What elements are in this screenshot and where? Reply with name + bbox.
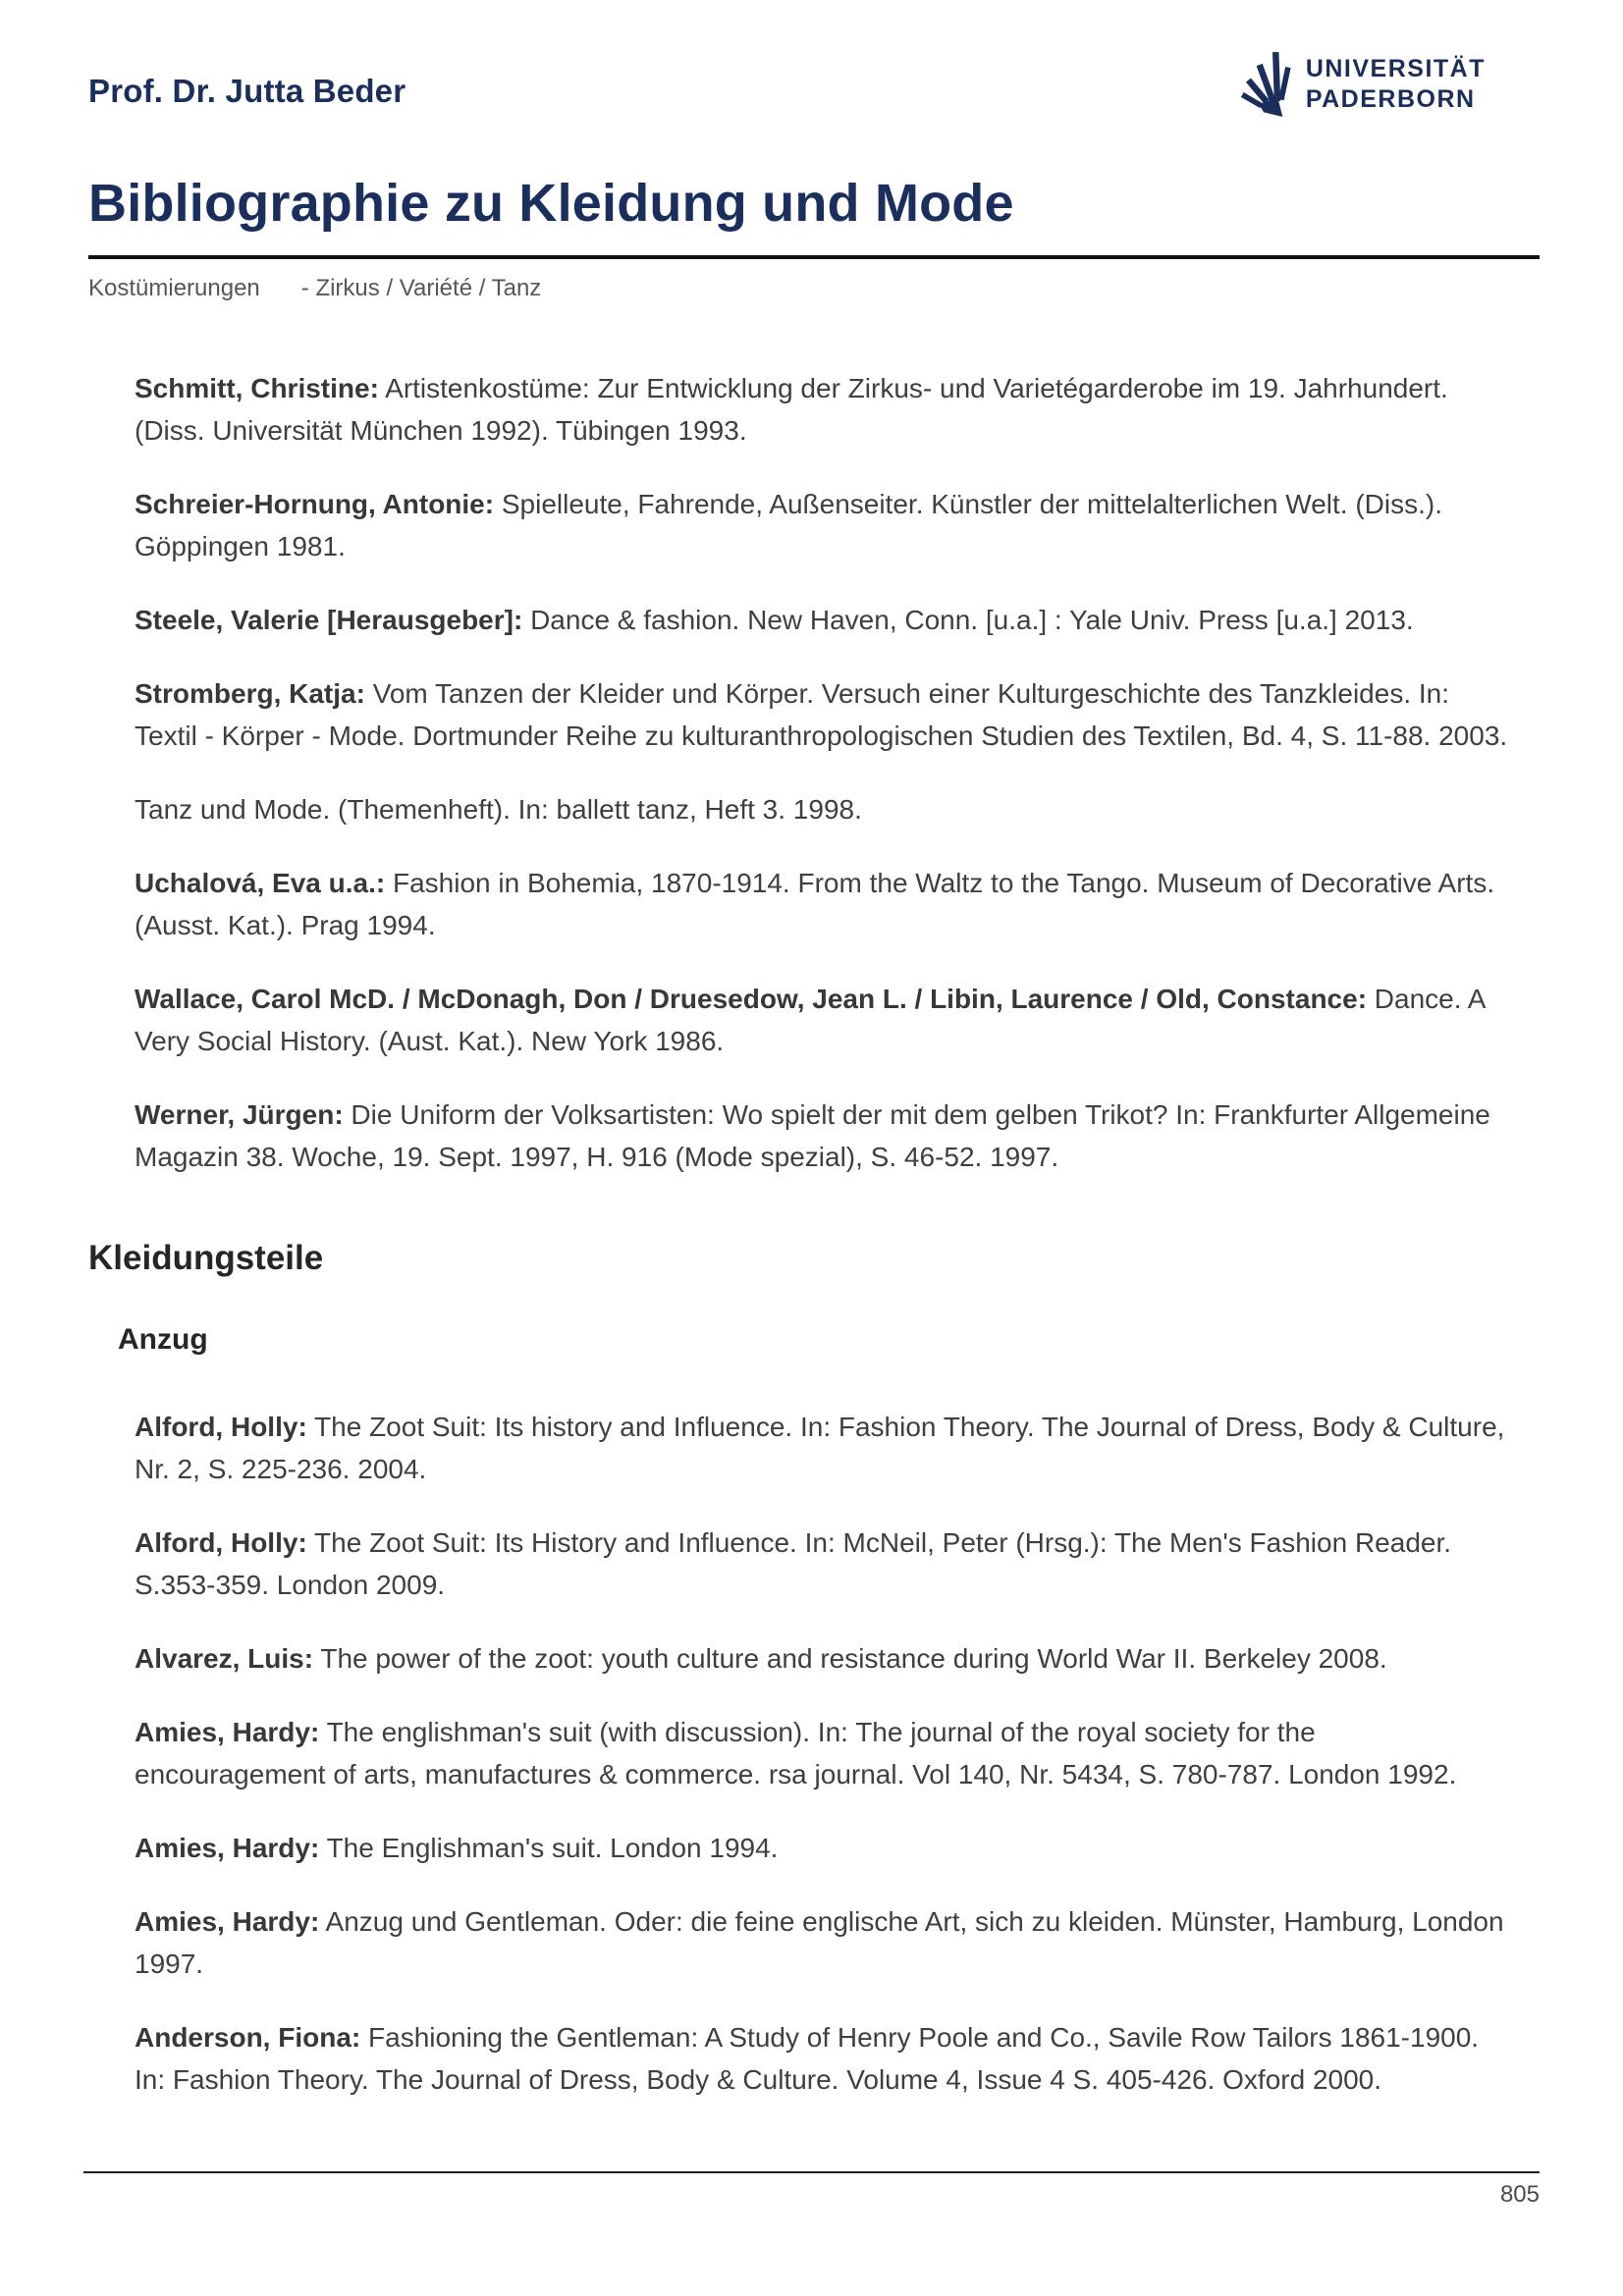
bib-entry: Stromberg, Katja: Vom Tanzen der Kleider und Körper. Versuch einer Kulturgeschichte des Tanzkleides. In: Textil - Körper - Mode. Dortmunder Reihe zu kulturanthropologischen Studien des Textilen, Bd. 4, S. 11-88. 2003. xyxy=(135,678,1508,751)
bib-entry-author: Amies, Hardy: xyxy=(135,1717,320,1747)
page-footer xyxy=(83,2171,1540,2209)
breadcrumb-subcategory: - Zirkus / Variété / Tanz xyxy=(300,275,542,301)
bib-entry-author: Amies, Hardy: xyxy=(135,1906,320,1937)
page-header xyxy=(88,55,1540,122)
bib-entry: Steele, Valerie [Herausgeber]: Dance & fashion. New Haven, Conn. [u.a.] : Yale Univ. Press [u.a.] 2013. xyxy=(135,605,1414,635)
bib-entry: Werner, Jürgen: Die Uniform der Volksartisten: Wo spielt der mit dem gelben Trikot? In: Frankfurter Allgemeine Magazin 38. Woche, 19. Sept. 1997, H. 916 (Mode spezial), S. 46-52. 1997. xyxy=(135,1099,1490,1172)
bib-entry-author: Schmitt, Christine: xyxy=(135,373,379,403)
university-logo xyxy=(1235,47,1486,122)
section-heading: Kleidungsteile xyxy=(88,1239,324,1277)
bib-entry-author: Uchalová, Eva u.a.: xyxy=(135,868,386,898)
bib-entry-author: Werner, Jürgen: xyxy=(135,1099,344,1130)
page-number: 805 xyxy=(1499,2181,1540,2208)
breadcrumb xyxy=(88,275,1540,302)
bib-entry: Amies, Hardy: Anzug und Gentleman. Oder: die feine englische Art, sich zu kleiden. Münster, Hamburg, London 1997. xyxy=(135,1906,1504,1979)
logo-line-1: UNIVERSITÄT xyxy=(1305,55,1486,82)
bib-entry: Wallace, Carol McD. / McDonagh, Don / Druesedow, Jean L. / Libin, Laurence / Old, Constance: Dance. A Very Social History. (Aust. Kat.). New York 1986. xyxy=(135,984,1485,1056)
bib-entry-author: Alford, Holly: xyxy=(135,1412,307,1442)
content xyxy=(88,367,1540,2101)
professor-name: Prof. Dr. Jutta Beder xyxy=(88,73,406,109)
bib-entry-author: Stromberg, Katja: xyxy=(135,678,365,709)
subsection-heading: Anzug xyxy=(118,1323,208,1356)
bib-entry: Alvarez, Luis: The power of the zoot: youth culture and resistance during World War II. Berkeley 2008. xyxy=(135,1643,1387,1674)
bib-entry: Alford, Holly: The Zoot Suit: Its history and Influence. In: Fashion Theory. The Journal of Dress, Body & Culture, Nr. 2, S. 225-236. 2004. xyxy=(135,1412,1505,1484)
university-logo-wordmark xyxy=(1306,54,1486,115)
bib-entry-author: Alvarez, Luis: xyxy=(135,1643,314,1674)
title-rule xyxy=(88,255,1540,259)
bib-entry: Schreier-Hornung, Antonie: Spielleute, Fahrende, Außenseiter. Künstler der mittelalterlichen Welt. (Diss.). Göppingen 1981. xyxy=(135,489,1442,561)
bib-entry: Tanz und Mode. (Themenheft). In: ballett tanz, Heft 3. 1998. xyxy=(135,794,862,825)
logo-line-2: PADERBORN xyxy=(1305,85,1476,113)
bib-entry-author: Wallace, Carol McD. / McDonagh, Don / Druesedow, Jean L. / Libin, Laurence / Old, Constance: xyxy=(135,984,1368,1014)
bib-entry-author: Steele, Valerie [Herausgeber]: xyxy=(135,605,523,635)
bib-entry: Schmitt, Christine: Artistenkostüme: Zur Entwicklung der Zirkus- und Varietégarderobe im 19. Jahrhundert. (Diss. Universität München 1992). Tübingen 1993. xyxy=(135,373,1448,446)
bib-entry-author: Amies, Hardy: xyxy=(135,1833,320,1863)
bib-entry: Uchalová, Eva u.a.: Fashion in Bohemia, 1870-1914. From the Waltz to the Tango. Museum of Decorative Arts. (Ausst. Kat.). Prag 1994. xyxy=(135,868,1495,940)
bib-entry: Amies, Hardy: The englishman's suit (with discussion). In: The journal of the royal society for the encouragement of arts, manufactures & commerce. rsa journal. Vol 140, Nr. 5434, S. 780-787. London 1992. xyxy=(135,1717,1457,1789)
bib-entry: Anderson, Fiona: Fashioning the Gentleman: A Study of Henry Poole and Co., Savile Row Tailors 1861-1900. In: Fashion Theory. The Journal of Dress, Body & Culture. Volume 4, Issue 4 S. 405-426. Oxford 2000. xyxy=(135,2022,1480,2095)
bib-entry-author: Alford, Holly: xyxy=(135,1527,307,1558)
page-title: Bibliographie zu Kleidung und Mode xyxy=(88,174,1014,233)
university-logo-mark-icon xyxy=(1235,47,1292,122)
breadcrumb-category: Kostümierungen xyxy=(88,275,260,301)
bib-entry: Alford, Holly: The Zoot Suit: Its History and Influence. In: McNeil, Peter (Hrsg.): The Men's Fashion Reader. S.353-359. London 2009. xyxy=(135,1527,1452,1600)
bib-entry-author: Schreier-Hornung, Antonie: xyxy=(135,489,495,519)
bib-entry-author: Anderson, Fiona: xyxy=(135,2022,361,2053)
bib-entry: Amies, Hardy: The Englishman's suit. London 1994. xyxy=(135,1833,779,1863)
